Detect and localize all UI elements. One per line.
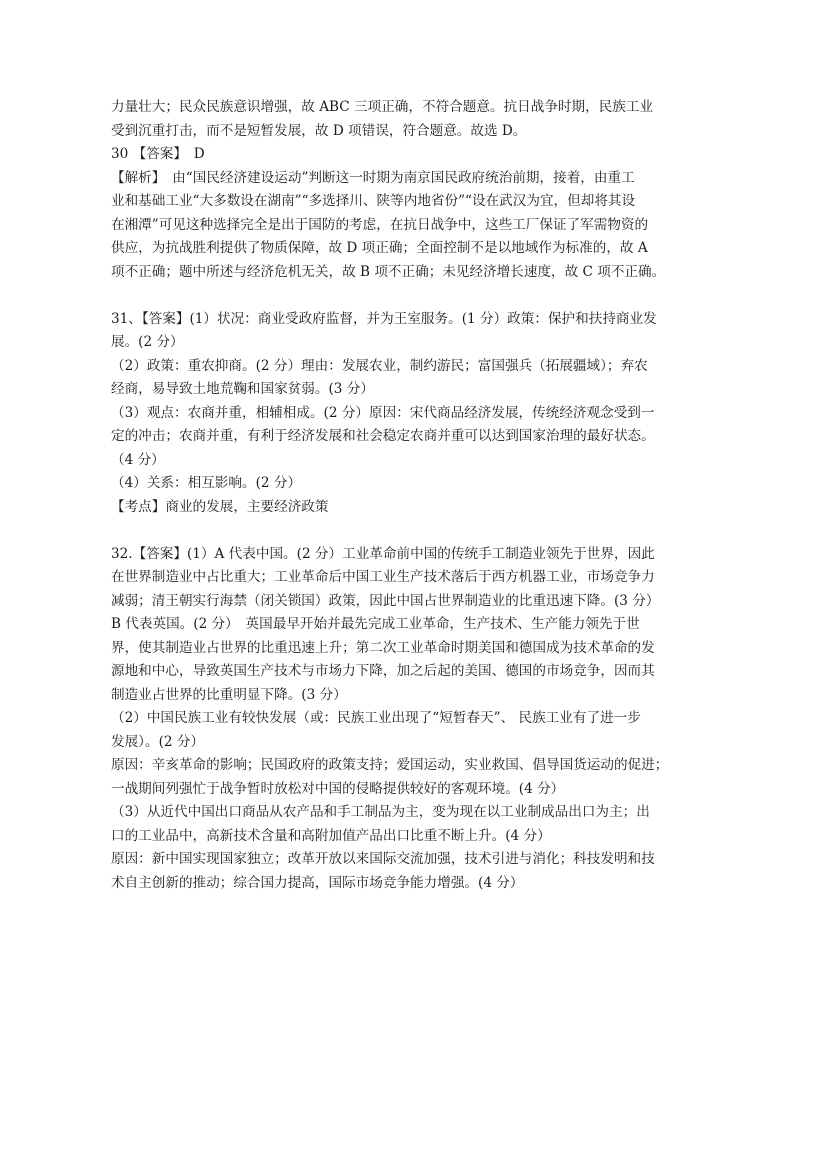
- text-line: 界，使其制造业占世界的比重迅速上升；第二次工业革命时期美国和德国成为技术革命的发: [111, 639, 655, 656]
- text-line: 32.【答案】(1）A 代表中国。(2 分）工业革命前中国的传统手工制造业领先于世界，因此: [111, 545, 655, 562]
- question-31-topic: 【考点】商业的发展，主要经济政策: [111, 498, 329, 515]
- text-line: 减弱；清王朝实行海禁（闭关锁国）政策，因此中国占世界制造业的比重迅速下降。(3 分）: [111, 592, 660, 609]
- text-line: 口的工业品中，高新技术含量和高附加值产品出口比重不断上升。(4 分）: [111, 827, 551, 844]
- text-line: 源地和中心，导致英国生产技术与市场力下降，加之后起的美国、德国的市场竞争，因而其: [111, 663, 655, 679]
- text-line: 受到沉重打击，而不是短暂发展，故 D 项错误，符合题意。故选 D。: [111, 122, 527, 139]
- text-line: 原因：辛亥革命的影响；民国政府的政策支持；爱国运动，实业救国、倡导国货运动的促进；: [111, 757, 669, 773]
- answer-key-page: [111, 96, 707, 895]
- text-line: 一战期间列强忙于战争暂时放松对中国的侵略提供较好的客观环境。(4 分）: [111, 780, 565, 797]
- text-line: 发展）。(2 分）: [111, 733, 205, 750]
- text-line: （3）从近代中国出口商品从农产品和手工制品为主，变为现在以工业制成品出口为主；出: [111, 804, 650, 820]
- text-line: 项不正确；题中所述与经济危机无关，故 B 项不正确；未见经济增长速度，故 C 项不正确。: [111, 263, 666, 280]
- text-line: 原因：新中国实现国家独立；改革开放以来国际交流加强，技术引进与消化；科技发明和技: [111, 851, 655, 867]
- text-line: （3）观点：农商并重，相辅相成。(2 分）原因：宋代商品经济发展，传统经济观念受到一: [111, 404, 655, 421]
- text-line: 在湘潭”可见这种选择完全是出于国防的考虑，在抗日战争中，这些工厂保证了军需物资的: [111, 216, 649, 233]
- text-line: （2）中国民族工业有较快发展（或：民族工业出现了“短暂春天”、 民族工业有了进一步: [111, 710, 641, 726]
- text-line: 在世界制造业中占比重大；工业革命后中国工业生产技术落后于西方机器工业，市场竞争力: [111, 569, 655, 585]
- question-29-analysis-tail: [111, 96, 707, 143]
- text-line: 业和基础工业“大多数设在湖南”“多选择川、陕等内地省份”“设在武汉为宜，但却将其设: [111, 193, 636, 209]
- text-line: 展。(2 分）: [111, 334, 184, 350]
- question-31: [111, 308, 707, 520]
- question-32: [111, 543, 707, 896]
- text-line: 供应，为抗战胜利提供了物质保障，故 D 项正确；全面控制不是以地域作为标准的，故 A: [111, 240, 648, 256]
- text-line: 力量壮大；民众民族意识增强，故 ABC 三项正确，不符合题意。抗日战争时期，民族工业: [111, 99, 654, 115]
- text-line: （2）政策：重农抑商。(2 分）理由：发展农业，制约游民；富国强兵（拓展疆域）；弃农: [111, 357, 648, 374]
- text-line: 31、【答案】(1）状况：商业受政府监督，并为王室服务。(1 分）政策：保护和扶持商业发: [111, 310, 657, 327]
- question-30: [111, 143, 707, 284]
- text-line: （4 分）: [111, 451, 165, 468]
- question-30-answer: 30 【答案】 D: [111, 146, 205, 162]
- section-gap: [111, 519, 707, 543]
- text-line: 制造业占世界的比重明显下降。(3 分）: [111, 686, 347, 703]
- text-line: B 代表英国。(2 分） 英国最早开始并最先完成工业革命，生产技术、生产能力领先于世: [111, 616, 640, 632]
- text-line: （4）关系：相互影响。(2 分）: [111, 475, 302, 491]
- text-line: 术自主创新的推动；综合国力提高，国际市场竞争能力增强。(4 分）: [111, 874, 524, 891]
- text-line: 定的冲击；农商并重，有利于经济发展和社会稳定农商并重可以达到国家治理的最好状态。: [111, 428, 655, 444]
- text-line: 【解析】 由“国民经济建设运动”判断这一时期为南京国民政府统治前期，接着，由重工: [111, 169, 635, 186]
- section-gap: [111, 284, 707, 308]
- text-line: 经商，易导致土地荒鞠和国家贫弱。(3 分）: [111, 381, 374, 397]
